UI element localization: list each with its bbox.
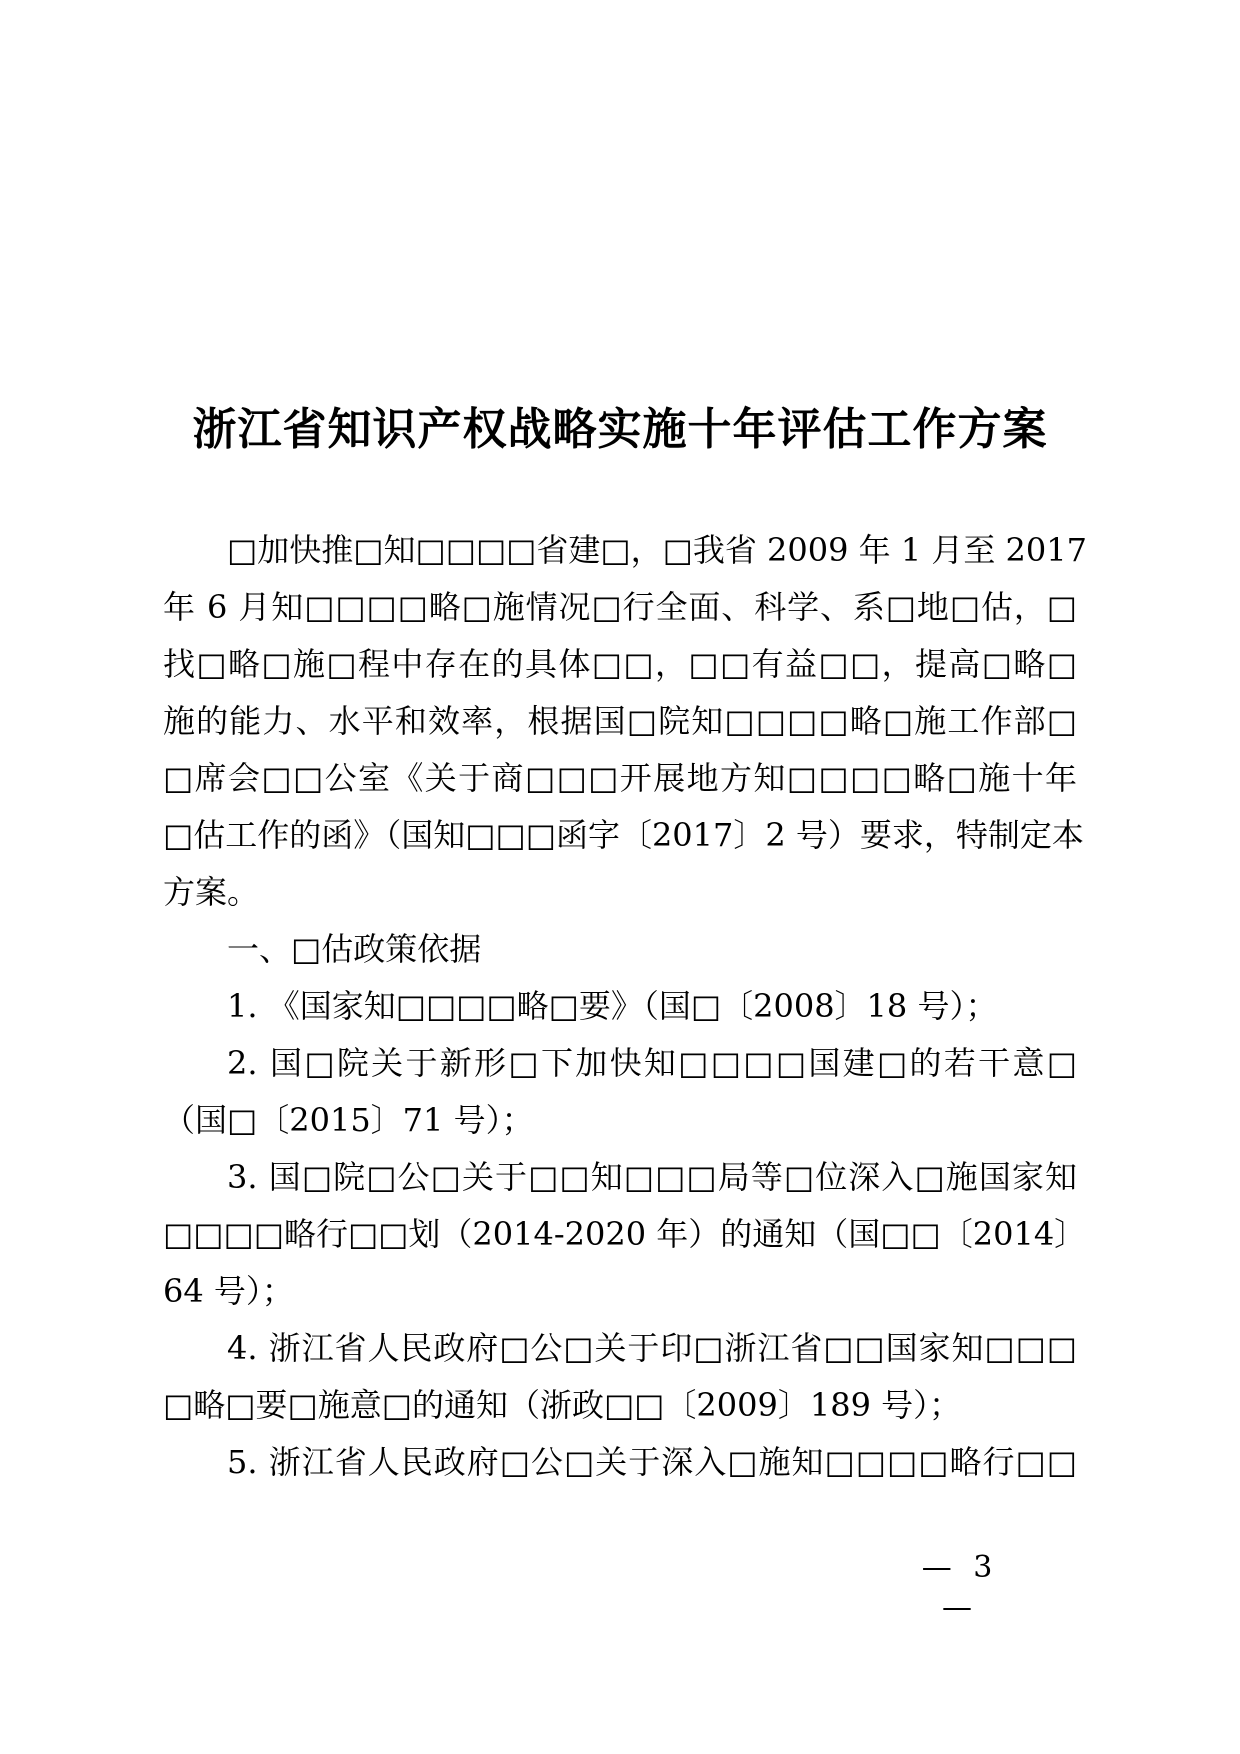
item-line: 1. 《国家知□□□□略□要》（国□〔2008〕18 号）；	[227, 987, 998, 1025]
policy-basis-item	[163, 1149, 1087, 1320]
item-line: □□□□略行□□划（2014-2020 年）的通知（国□□〔2014〕	[163, 1215, 1087, 1253]
intro-paragraph	[163, 522, 1087, 921]
item-line: □略□要□施意□的通知（浙政□□〔2009〕189 号）；	[163, 1386, 962, 1424]
item-line: 3. 国□院□公□关于□□知□□□局等□位深入□施国家知	[227, 1158, 1077, 1196]
section-heading: 一、□估政策依据	[227, 930, 482, 968]
policy-basis-item	[163, 1320, 1077, 1434]
item-line: 64 号）；	[163, 1272, 294, 1310]
intro-line: 年 6 月知□□□□略□施情况□行全面、科学、系□地□估，□	[163, 588, 1077, 626]
policy-basis-item	[163, 1035, 1077, 1149]
intro-line: 方案。	[163, 873, 260, 911]
item-line: 5. 浙江省人民政府□公□关于深入□施知□□□□略行□□	[227, 1443, 1077, 1481]
policy-basis-item	[163, 1434, 1077, 1491]
page-number: — 3 —	[921, 1550, 999, 1625]
intro-line: □席会□□公室《关于商□□□开展地方知□□□□略□施十年	[163, 759, 1077, 797]
item-line: （国□〔2015〕71 号）；	[163, 1101, 534, 1139]
intro-line: □加快推□知□□□□省建□，□我省 2009 年 1 月至 2017	[227, 531, 1087, 569]
item-line: 2. 国□院关于新形□下加快知□□□□国建□的若干意□	[227, 1044, 1077, 1082]
intro-line: 施的能力、水平和效率，根据国□院知□□□□略□施工作部□	[163, 702, 1077, 740]
intro-line: 找□略□施□程中存在的具体□□，□□有益□□，提高□略□	[163, 645, 1077, 683]
item-line: 4. 浙江省人民政府□公□关于印□浙江省□□国家知□□□	[227, 1329, 1077, 1367]
intro-line: □估工作的函》（国知□□□函字〔2017〕2 号）要求，特制定本	[163, 816, 1084, 854]
document-title: 浙江省知识产权战略实施十年评估工作方案	[192, 404, 1048, 455]
policy-basis-item	[227, 978, 1077, 1035]
